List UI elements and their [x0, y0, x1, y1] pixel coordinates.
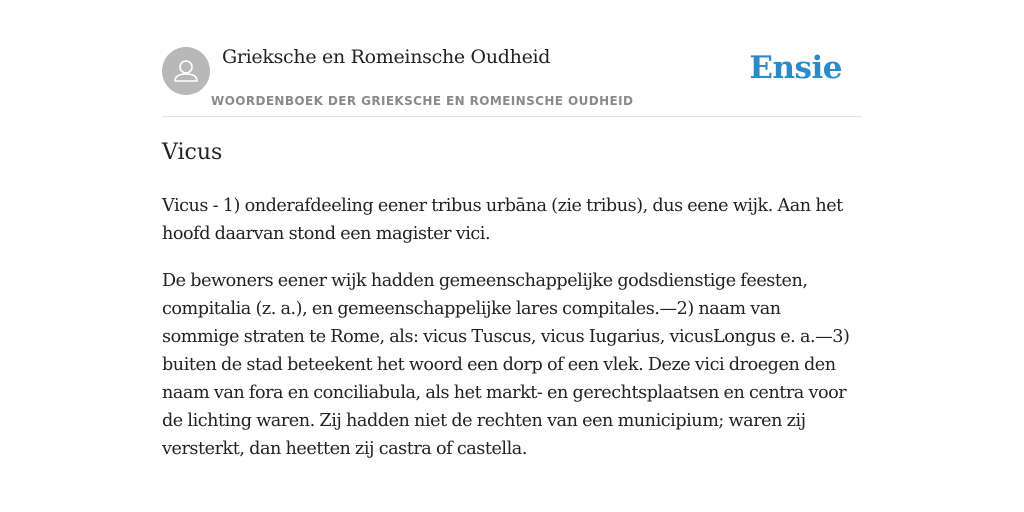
- source-header: [162, 0, 862, 117]
- source-title[interactable]: Grieksche en Romeinsche Oudheid: [222, 46, 551, 68]
- ensie-logo[interactable]: Ensie: [749, 50, 842, 86]
- entry-title: Vicus: [162, 140, 223, 165]
- page-container: [162, 0, 862, 459]
- entry-body: [162, 192, 862, 482]
- user-icon: [162, 47, 210, 95]
- source-avatar[interactable]: [162, 47, 210, 95]
- entry-paragraph: Vicus - 1) onderafdeeling eener tribus urbāna (zie tribus), dus eene wijk. Aan het hoofd daarvan stond een magister vici.: [162, 196, 843, 244]
- source-subtitle: WOORDENBOEK DER GRIEKSCHE EN ROMEINSCHE OUDHEID: [211, 94, 634, 108]
- entry-paragraph: De bewoners eener wijk hadden gemeenschappelijke godsdienstige feesten, compitalia (z. a.), en gemeenschappelijke lares compitales.—2) naam van sommige straten te Rome, als: vicus Tuscus, vicus Iugarius, vicusLongus e. a.—3) buiten de stad beteekent het woord een dorp of een vlek. Deze vici droegen den naam van fora en conciliabula, als het markt- en gerechtsplaatsen en centra voor de lichting waren. Zij hadden niet de rechten van een municipium; waren zij versterkt, dan heetten zij castra of castella.: [162, 271, 850, 459]
